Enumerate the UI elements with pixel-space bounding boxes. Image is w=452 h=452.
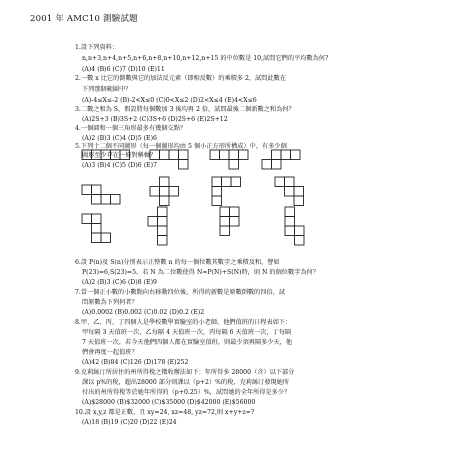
pentomino-square: [150, 187, 160, 197]
pentomino-square: [111, 195, 121, 205]
q8-text-3: 們會再度一起值班？: [82, 349, 138, 356]
pentomino-square: [120, 150, 130, 160]
pentomino-square: [111, 150, 121, 160]
pentomino-square: [272, 150, 282, 160]
q1-choices: (A)4 (B)6 (C)7 (D)10 (E)11: [82, 66, 165, 73]
q4-choices: (A)2 (B)3 (C)4 (D)5 (E)6: [82, 135, 157, 142]
pentomino-square: [295, 226, 305, 236]
pentomino-square: [148, 217, 158, 227]
q8-text-2: 7 天值班一次，若今天他們四個人都在實驗室值班，則最少須再隔多少天，他: [82, 339, 293, 346]
q4-stem: 4.一個圓和一個三角形最多有幾個交點？: [75, 125, 187, 132]
pentomino-square: [158, 226, 168, 236]
q7-text: 問原數為下列何者？: [82, 299, 138, 306]
q9-text-1: 課以 p%的稅，超出28000 部分則課以（p+2）%的稅，克莉絲汀發現她所: [82, 379, 290, 386]
q10-choices: (A)18 (B)19 (C)20 (D)22 (E)24: [82, 419, 177, 426]
q10-stem: 10.設 x,y,z 都是正數，且 xy=24, xz=48, yz=72,則 x+y+z=?: [75, 409, 255, 416]
pentomino-square: [239, 150, 249, 160]
pentomino-figure-4: [262, 150, 300, 169]
pentomino-square: [281, 150, 291, 160]
q8-choices: (A)42 (B)84 (C)126 (D)178 (E)252: [82, 359, 189, 366]
pentomino-square: [169, 187, 179, 197]
pentomino-figure-8: [275, 177, 304, 206]
pentomino-square: [101, 150, 111, 160]
q5-stem: 5.下列十二個不同圖形（每一個圖形均由 5 個小正方形所構成）中，有多少個: [75, 143, 287, 150]
pentomino-square: [169, 150, 179, 160]
q5-choices: (A)3 (B)4 (C)5 (D)6 (E)7: [82, 162, 157, 169]
pentomino-figures: [80, 147, 350, 255]
pentomino-square: [231, 177, 241, 187]
pentomino-square: [285, 207, 295, 217]
pentomino-square: [101, 233, 111, 243]
pentomino-figure-5: [82, 185, 120, 204]
q6-stem: 6.設 P(n)及 S(n)分別表示正整數 n 的每一個位數其數字之乘積及和，譬如: [75, 259, 280, 266]
pentomino-square: [294, 187, 304, 197]
pentomino-square: [82, 150, 92, 160]
pentomino-square: [160, 150, 170, 160]
pentomino-square: [272, 160, 282, 170]
pentomino-square: [160, 196, 170, 206]
q9-text-2: 付出的州所得稅等於她年所得的（p+0.25）%，試問她的全年所得是多少？: [82, 389, 291, 396]
pentomino-square: [285, 226, 295, 236]
q7-choices: (A)0.0002 (B)0.002 (C)0.02 (D)0.2 (E)2: [82, 309, 205, 316]
pentomino-square: [222, 177, 232, 187]
q2-text: 下列那個範圍中？: [82, 86, 132, 93]
pentomino-figure-2: [150, 150, 188, 169]
pentomino-square: [101, 195, 111, 205]
pentomino-square: [230, 217, 240, 227]
q8-text-1: 甲每隔 3 天值班一次，乙每隔 4 天值班一次，丙每隔 6 天值班一次，丁每隔: [82, 329, 292, 336]
pentomino-square: [92, 185, 102, 195]
pentomino-square: [285, 217, 295, 227]
pentomino-square: [158, 217, 168, 227]
q7-stem: 7.當一個正小數的小數點向右移動四位後，所得的新數是原數倒數的四倍，試: [75, 289, 286, 296]
pentomino-figure-3: [210, 150, 248, 169]
pentomino-square: [262, 160, 272, 170]
q9-choices: (A)$28000 (B)$32000 (C)$35000 (D)$42000 (E)$56000: [82, 399, 256, 406]
pentomino-square: [210, 150, 220, 160]
pentomino-figure-6: [150, 177, 179, 206]
pentomino-square: [295, 236, 305, 246]
pentomino-square: [275, 177, 285, 187]
pentomino-square: [160, 187, 170, 197]
pentomino-figure-10: [148, 207, 167, 245]
pentomino-square: [229, 150, 239, 160]
pentomino-square: [92, 224, 102, 234]
q6-text: P(23)=6,S(23)=5。若 N 為二位數使得 N=P(N)+S(N)時，則 N 的個位數字為何？: [82, 269, 319, 276]
q2-stem: 2.一數 x 比它的倒數與它的加法反元素（即相反數）的乘積多 2，試問此數在: [75, 75, 287, 82]
q3-choices: (A)2S+3 (B)3S+2 (C)3S+6 (D)2S+6 (E)2S+12: [82, 116, 228, 123]
pentomino-square: [220, 207, 230, 217]
q2-choices: (A)-4≤X≤-2 (B)-2<X≤0 (C)0<X≤2 (D)2<X≤4 (E)4<X≤6: [82, 97, 257, 104]
pentomino-square: [212, 196, 222, 206]
pentomino-square: [212, 177, 222, 187]
q9-stem: 9.克莉絲汀所居住的州所得稅之徵收辦法如下：年所得多 28000（含）以下部分: [75, 369, 295, 376]
pentomino-square: [179, 160, 189, 170]
pentomino-square: [230, 207, 240, 217]
pentomino-square: [158, 236, 168, 246]
pentomino-figure-9: [82, 214, 111, 243]
pentomino-square: [92, 150, 102, 160]
pentomino-figure-1: [82, 150, 130, 160]
pentomino-square: [150, 150, 160, 160]
pentomino-square: [220, 217, 230, 227]
pentomino-square: [291, 150, 301, 160]
pentomino-square: [285, 187, 295, 197]
pentomino-square: [179, 150, 189, 160]
pentomino-square: [92, 195, 102, 205]
pentomino-figure-12: [285, 207, 304, 245]
document-title: 2001 年 AMC10 測驗試題: [30, 14, 138, 24]
pentomino-square: [220, 226, 230, 236]
q5-text: 圖形至少存在一條對稱軸？: [82, 152, 157, 159]
q8-stem: 8.甲、乙、丙、丁四個人是學校數學實驗室的小老師，他們值班的日程表如下：: [75, 319, 292, 326]
pentomino-figure-7: [212, 177, 241, 206]
q6-choices: (A)2 (B)3 (C)6 (D)8 (E)9: [82, 279, 157, 286]
q1-text: n,n+3,n+4,n+5,n+6,n+8,n+10,n+12,n+15 的中位數是 10,試問它們的平均數為何?: [82, 55, 329, 62]
pentomino-square: [92, 233, 102, 243]
pentomino-square: [220, 150, 230, 160]
pentomino-square: [160, 177, 170, 187]
pentomino-square: [92, 214, 102, 224]
pentomino-square: [229, 160, 239, 170]
pentomino-figure-11: [220, 207, 239, 236]
q3-stem: 3.二數之和為 S，假設將每個數加 3 後均再 2 倍，試問最後二個新數之和為何？: [75, 106, 295, 113]
pentomino-square: [82, 214, 92, 224]
q1-stem: 1.設下列資料：: [75, 44, 119, 51]
pentomino-square: [82, 185, 92, 195]
pentomino-square: [294, 196, 304, 206]
pentomino-square: [158, 207, 168, 217]
pentomino-square: [212, 187, 222, 197]
pentomino-square: [285, 177, 295, 187]
